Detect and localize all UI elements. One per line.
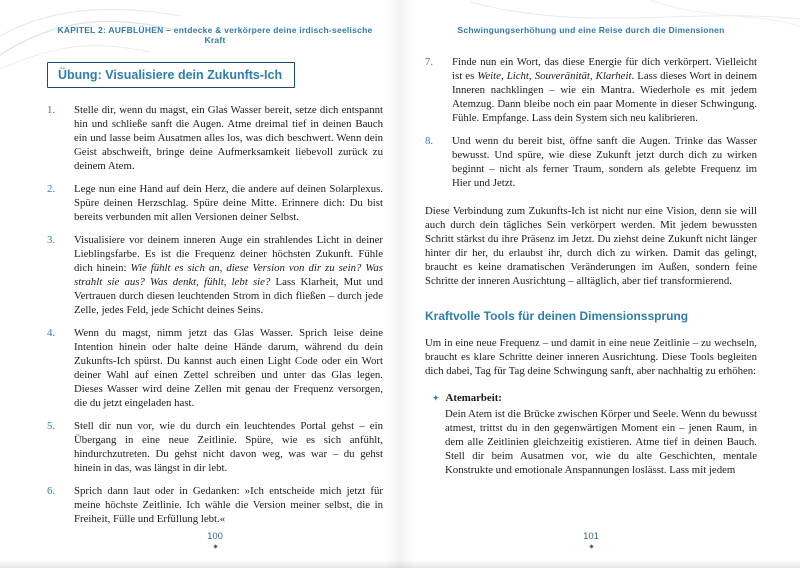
- left-page-content: [47, 0, 383, 568]
- right-page: [400, 0, 800, 568]
- list-item: [47, 484, 383, 526]
- section-subheading: Kraftvolle Tools für deinen Dimensionssprung: [425, 309, 689, 323]
- item-text: [74, 104, 383, 172]
- body-paragraph: Diese Verbindung zum Zukunfts-Ich ist nicht nur eine Vision, denn sie will auch durch dein tägliches Sein verkörpert werden. Mit jedem bewussten Schritt stärkst du ihre Präsenz im Jetzt. Du ziehst deine Zukunft nicht länger hinter dir her, du erlaubst ihr, durch dich zu wirken. Damit das gelingt, braucht es keine dramatischen Veränderungen im Außen, sondern feine Schritte der inneren Ausrichtung – alltäglich, aber tief transformierend.: [425, 205, 757, 287]
- tool-body-text: Dein Atem ist die Brücke zwischen Körper und Seele. Wenn du bewusst atmest, trittst du in den gegenwärtigen Moment ein – jenen Raum, in dem alle Zeitlinien gleichzeitig existieren. Atme tief in deinen Bauch. Stell dir beim Ausatmen vor, wie du alte Geschichten, mentale Konstrukte und emotionale Anspannungen loslässt. Lass mit jedem: [445, 408, 757, 476]
- item-text-part: Stell dir nun vor, wie du durch ein leuchtendes Portal gehst – ein Übergang in eine neue Zeitlinie. Spüre, wie es sich anfühlt, hindurchzutreten. Du gehst nicht davon weg, was war – du gehst hinein in das, was längst in dir lebt.: [74, 420, 383, 474]
- chapter-running-head: KAPITEL 2: AUFBLÜHEN – entdecke & verkörpere deine irdisch-seelische Kraft: [57, 25, 373, 45]
- list-item: [47, 419, 383, 475]
- item-text-part: Sprich dann laut oder in Gedanken: »Ich entscheide mich jetzt für meine höchste Zeitlinie. Ich wähle die Version meiner selbst, die in Freiheit, Fülle und Erfüllung lebt.«: [74, 485, 383, 525]
- item-number: 3.: [47, 234, 56, 246]
- item-text: [74, 183, 383, 223]
- list-item: [425, 55, 757, 125]
- item-text-part: Wenn du magst, nimm jetzt das Glas Wasser. Sprich leise deine Intention hinein oder halte deine Hände darum, während du dein Zukunfts-Ich spürst. Du kannst auch einen Light Code oder ein Wort deiner Wahl auf einen Zettel schreiben und unter das Glas legen. Dieses Wasser wird deine Zellen mit genau der Frequenz versorgen, die du jetzt eingeladen hast.: [74, 327, 383, 409]
- item-text-part: Lege nun eine Hand auf dein Herz, die andere auf deinen Solarplexus. Spüre deinen Herzschlag. Spüre deine Mitte. Erinnere dich: Du bist bereits verbunden mit allen Versionen deiner Selbst.: [74, 183, 383, 223]
- item-text: [452, 56, 757, 124]
- page-number: [425, 531, 757, 548]
- item-text: [74, 485, 383, 525]
- right-page-content: [425, 0, 757, 568]
- item-number: 4.: [47, 327, 56, 339]
- diamond-bullet-icon: ✦: [432, 393, 440, 403]
- section-running-head: Schwingungserhöhung und eine Reise durch die Dimensionen: [457, 25, 725, 35]
- body-paragraph: Um in eine neue Frequenz – und damit in eine neue Zeitlinie – zu wechseln, braucht es klare Schritte deiner inneren Ausrichtung. Diese Tools begleiten dich dabei, Tag für Tag deine Schwingung sanft, aber nachhaltig zu erhöhen:: [425, 337, 757, 377]
- item-number: 5.: [47, 420, 56, 432]
- list-item: [47, 326, 383, 410]
- item-text: [452, 135, 757, 189]
- diamond-ornament-icon: [213, 544, 217, 548]
- item-text: [74, 327, 383, 409]
- page-number: [47, 531, 383, 548]
- item-text-italic: Weite, Licht, Souveränität, Klarheit: [477, 70, 632, 82]
- page-bottom-shadow: [0, 560, 800, 568]
- item-number: 6.: [47, 485, 56, 497]
- exercise-title-box: [47, 62, 295, 88]
- exercise-steps-list-continued: [425, 55, 757, 190]
- page-number-value: 100: [207, 531, 223, 542]
- item-text: [74, 420, 383, 474]
- item-text-part: . Lass dieses Wort in deinem Inneren nachklingen – wie ein Mantra. Wiederhole es mit jedem Atemzug. Dann bleibe noch ein paar Momente in dieser Schwingung. Fühle. Empfange. Lass dein System sich neu kalibrieren.: [452, 70, 758, 124]
- item-text-part: Visualisiere vor deinem inneren Auge ein strahlendes Licht in deiner Lieblingsfarbe. Es ist die Frequenz deiner höchsten Zukunft. Fühle dich hinein:: [74, 234, 383, 274]
- item-text-part: Lass Klarheit, Mut und Vertrauen durch diesen leuchtenden Strom in dich fließen – durch jede Zelle, jedes Feld, jede Schicht deines Seins.: [74, 276, 383, 316]
- list-item: [425, 134, 757, 190]
- item-number: 8.: [425, 135, 434, 147]
- item-number: 7.: [425, 56, 434, 68]
- list-item: [47, 233, 383, 317]
- diamond-ornament-icon: [589, 544, 593, 548]
- tool-heading: [425, 391, 757, 405]
- tool-label: Atemarbeit:: [445, 392, 502, 404]
- exercise-title: Übung: Visualisiere dein Zukunfts-Ich: [58, 68, 283, 82]
- list-item: [47, 182, 383, 224]
- item-text: [74, 234, 383, 316]
- list-item: [47, 103, 383, 173]
- item-text-part: Stelle dir, wenn du magst, ein Glas Wasser bereit, setze dich entspannt hin und schließe sanft die Augen. Atme dreimal tief in deinen Bauch ein und lasse beim Ausatmen alles los, was dich beschwert. Wenn dein Geist abschweift, bringe deine Aufmerksamkeit liebevoll zurück zu deinem Atem.: [74, 104, 383, 172]
- item-text-part: Finde nun ein Wort, das diese Energie für dich verkörpert. Vielleicht ist es: [452, 56, 757, 82]
- item-number: 2.: [47, 183, 56, 195]
- item-number: 1.: [47, 104, 56, 116]
- item-text-part: Und wenn du bereit bist, öffne sanft die Augen. Trinke das Wasser bewusst. Und spüre, wie diese Zukunft jetzt durch dich zu wirken beginnt – nicht als ferner Traum, sondern als gelebte Frequenz im Hier und Jetzt.: [452, 135, 757, 189]
- tool-item: [425, 391, 757, 477]
- page-number-value: 101: [583, 531, 599, 542]
- item-text-italic: Wie fühlt es sich an, diese Version von dir zu sein? Was strahlt sie aus? Was denkt, fühlt, lebt sie?: [74, 262, 383, 288]
- exercise-steps-list: [47, 103, 383, 526]
